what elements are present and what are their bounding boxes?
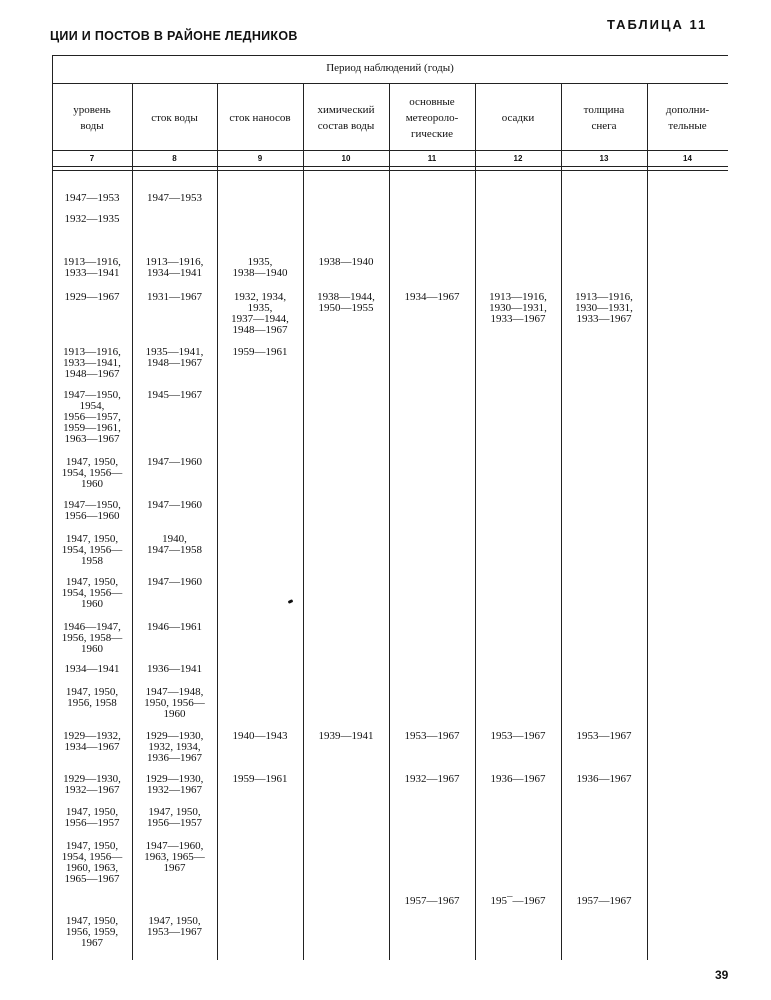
table-cell: 1913—1916, 1930—1931, 1933—1967 xyxy=(575,291,633,325)
table-cell: 1945—1967 xyxy=(147,389,202,401)
table-cell: 1931—1967 xyxy=(147,291,202,303)
table-cell: 1939—1941 xyxy=(318,730,374,742)
column-heading: основные метеороло- гические xyxy=(405,96,459,140)
table-cell: 1947, 1950, 1954, 1956— 1958 xyxy=(61,533,123,567)
rule-top xyxy=(52,55,728,56)
table-cell: 1947—1960 xyxy=(147,456,202,468)
table-cell: 1932—1967 xyxy=(404,773,460,785)
column-number: 9 xyxy=(257,154,263,163)
table-cell: 1959—1961 xyxy=(232,773,288,785)
header-left-title: ЦИИ И ПОСТОВ В РАЙОНЕ ЛЕДНИКОВ xyxy=(50,29,298,43)
column-number: 7 xyxy=(89,154,95,163)
table-cell: 1953—1967 xyxy=(490,730,546,742)
table-cell: 1953—1967 xyxy=(576,730,632,742)
col-divider xyxy=(303,84,304,960)
table-cell: 1947—1953 xyxy=(64,192,120,204)
table-cell: 1913—1916, 1933—1941, 1948—1967 xyxy=(63,346,121,380)
column-number: 8 xyxy=(172,154,177,163)
table-cell: 1932—1935 xyxy=(64,213,120,225)
col-divider xyxy=(647,84,648,960)
table-cell: 1947, 1950, 1956, 1958 xyxy=(65,686,119,709)
table-cell: 1935, 1938—1940 xyxy=(232,256,288,279)
table-cell: 1913—1916, 1930—1931, 1933—1967 xyxy=(489,291,547,325)
table-cell: 1946—1947, 1956, 1958— 1960 xyxy=(61,621,123,655)
column-heading: толщина снега xyxy=(583,104,625,132)
table-cell: 1957—1967 xyxy=(404,895,460,907)
table-cell: 1947, 1950, 1956—1957 xyxy=(64,806,120,829)
column-heading: химический состав воды xyxy=(317,104,375,132)
col-divider xyxy=(389,84,390,960)
table-cell: 1938—1944, 1950—1955 xyxy=(317,291,375,314)
table-cell: 1947—1948, 1950, 1956— 1960 xyxy=(144,686,205,720)
table-cell: 1947—1960, 1963, 1965— 1967 xyxy=(144,840,205,874)
table-cell: 1932, 1934, 1935, 1937—1944, 1948—1967 xyxy=(231,291,289,336)
col-divider xyxy=(561,84,562,960)
table-cell: 1940, 1947—1958 xyxy=(147,533,202,556)
col-divider xyxy=(475,84,476,960)
ink-speck xyxy=(288,599,294,604)
table-cell: 1934—1967 xyxy=(404,291,460,303)
column-heading: сток воды xyxy=(151,112,198,124)
table-cell: 1947—1950, 1954, 1956—1957, 1959—1961, 1963—1967 xyxy=(63,389,121,445)
table-cell: 1947, 1950, 1954, 1956— 1960 xyxy=(61,576,123,610)
table-cell: 1953—1967 xyxy=(404,730,460,742)
column-number: 10 xyxy=(341,154,351,163)
table-cell: 1940—1943 xyxy=(232,730,288,742)
table-cell: 1913—1916, 1933—1941 xyxy=(63,256,121,279)
rule-under-period xyxy=(52,83,728,84)
table-cell: 1936—1941 xyxy=(147,663,202,675)
table-cell: 1947, 1950, 1954, 1956— 1960 xyxy=(61,456,123,490)
table-cell: 1929—1930, 1932—1967 xyxy=(145,773,204,796)
period-header: Период наблюдений (годы) xyxy=(326,62,454,74)
table-cell: 1947—1950, 1956—1960 xyxy=(63,499,121,522)
table-cell: 1913—1916, 1934—1941 xyxy=(145,256,204,279)
table-cell: 1947, 1950, 1953—1967 xyxy=(147,915,202,938)
col-divider xyxy=(217,84,218,960)
table-cell: 1947—1960 xyxy=(147,576,202,588)
table-cell: 1929—1930, 1932—1967 xyxy=(63,773,121,796)
column-heading: сток наносов xyxy=(229,112,291,124)
table-cell: 1947—1960 xyxy=(147,499,202,511)
column-number: 12 xyxy=(513,154,523,163)
column-heading: осадки xyxy=(501,112,535,124)
table-cell: 1936—1967 xyxy=(576,773,632,785)
column-heading: уровень воды xyxy=(73,104,111,132)
table-cell: 1947, 1950, 1954, 1956— 1960, 1963, 1965—1967 xyxy=(61,840,123,885)
column-number: 11 xyxy=(427,154,437,163)
rule-body-start xyxy=(52,170,728,171)
table-cell: 195¯—1967 xyxy=(490,895,546,907)
table-cell: 1947, 1950, 1956, 1959, 1967 xyxy=(65,915,119,949)
table-cell: 1947—1953 xyxy=(147,192,202,204)
rule-under-headings xyxy=(52,150,728,151)
rule-under-numbers xyxy=(52,166,728,167)
column-number: 13 xyxy=(599,154,609,163)
column-number: 14 xyxy=(683,154,692,163)
table-cell: 1947, 1950, 1956—1957 xyxy=(147,806,202,829)
table-cell: 1936—1967 xyxy=(490,773,546,785)
table-cell: 1934—1941 xyxy=(64,663,120,675)
table-cell: 1929—1930, 1932, 1934, 1936—1967 xyxy=(145,730,204,764)
table-cell: 1938—1940 xyxy=(318,256,374,268)
header-table-label: ТАБЛИЦА 11 xyxy=(607,17,708,32)
table-cell: 1957—1967 xyxy=(576,895,632,907)
table-cell: 1959—1961 xyxy=(232,346,288,358)
page-number: 39 xyxy=(715,968,729,982)
table-cell: 1946—1961 xyxy=(147,621,202,633)
table-cell: 1929—1932, 1934—1967 xyxy=(63,730,121,753)
column-heading: дополни- тельные xyxy=(665,104,710,132)
table-cell: 1929—1967 xyxy=(64,291,120,303)
table-cell: 1935—1941, 1948—1967 xyxy=(145,346,204,369)
